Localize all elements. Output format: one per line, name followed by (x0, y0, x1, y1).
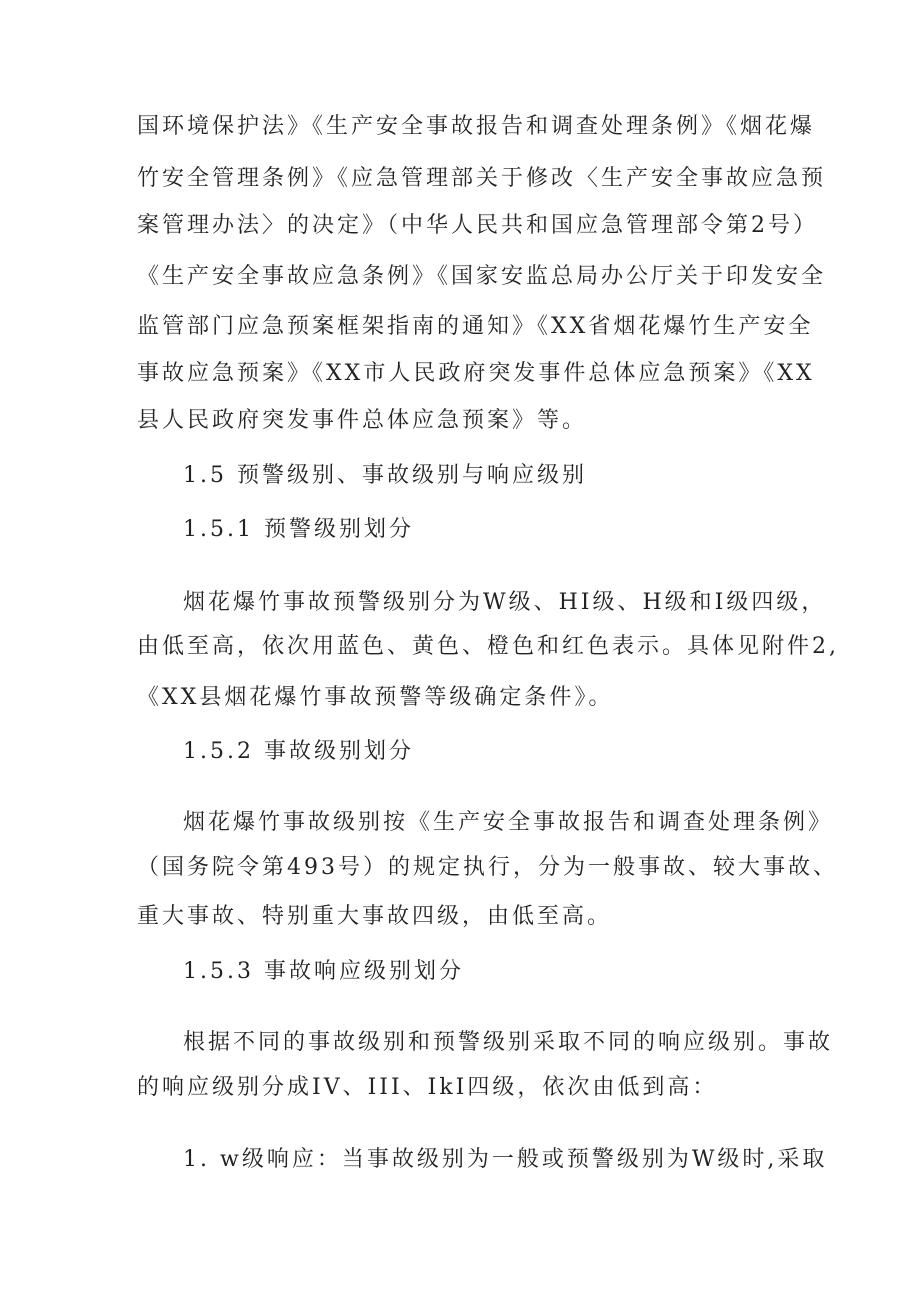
section-heading: 1.5 预警级别、事故级别与响应级别 (183, 463, 587, 488)
body-text-line: （国务院令第493号）的规定执行，分为一般事故、较大事故、 (137, 855, 838, 880)
body-text-line: 的响应级别分成IV、III、IkI四级，依次由低到高： (137, 1075, 718, 1100)
body-text-line: 烟花爆竹事故级别按《生产安全事故报告和调查处理条例》 (183, 810, 834, 835)
body-text-line: 《生产安全事故应急条例》《国家安监总局办公厅关于印发安全 (137, 264, 827, 289)
body-text-line: 监管部门应急预案框架指南的通知》《XX省烟花爆竹生产安全 (137, 314, 814, 339)
subsection-heading: 1.5.1 预警级别划分 (183, 517, 414, 542)
body-text-line: 根据不同的事故级别和预警级别采取不同的响应级别。事故 (183, 1030, 834, 1055)
body-text-line: 竹安全管理条例》《应急管理部关于修改〈生产安全事故应急预 (137, 166, 827, 191)
body-text-line: 事故应急预案》《XX市人民政府突发事件总体应急预案》《XX (137, 361, 815, 386)
body-text-line: 1. w级响应：当事故级别为一般或预警级别为W级时,采取 (183, 1147, 828, 1172)
body-text-line: 案管理办法〉的决定》（中华人民共和国应急管理部令第2号） (137, 213, 818, 238)
subsection-heading: 1.5.3 事故响应级别划分 (183, 959, 464, 984)
body-text-line: 国环境保护法》《生产安全事故报告和调查处理条例》《烟花爆 (137, 114, 816, 139)
body-text-line: 重大事故、特别重大事故四级，由低至高。 (137, 904, 613, 929)
body-text-line: 《XX县烟花爆竹事故预警等级确定条件》。 (137, 685, 614, 710)
body-text-line: 烟花爆竹事故预警级别分为W级、HI级、H级和I级四级， (183, 590, 827, 615)
body-text-line: 县人民政府突发事件总体应急预案》等。 (137, 408, 588, 433)
body-text-line: 由低至高，依次用蓝色、黄色、橙色和红色表示。具体见附件2, (137, 634, 839, 659)
subsection-heading: 1.5.2 事故级别划分 (183, 739, 414, 764)
